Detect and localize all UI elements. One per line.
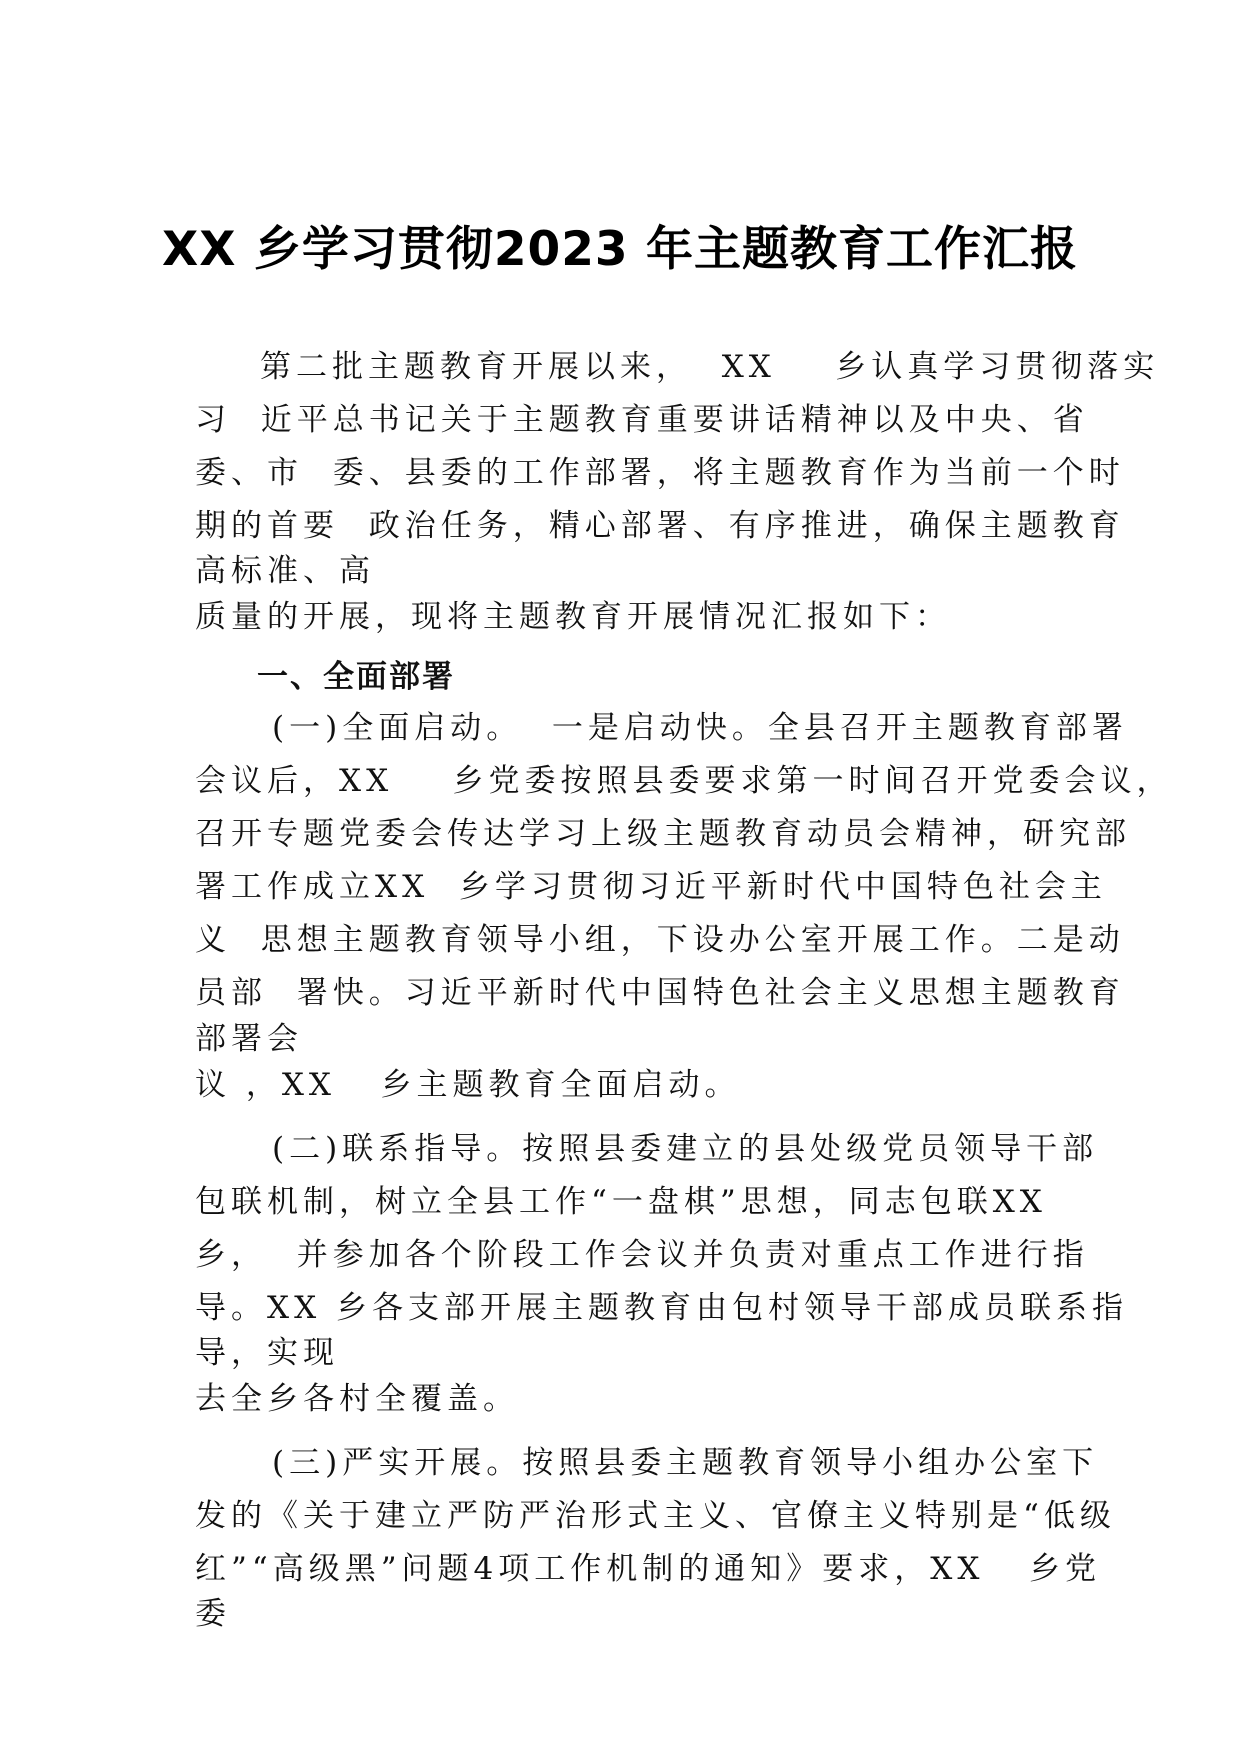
para2-line-2: 包联机制，树立全县工作“一盘棋”思想，同志包联XX (195, 1184, 1047, 1220)
section-heading-1: 一、全面部署 (257, 659, 455, 695)
para3-line-4: 委 (195, 1596, 231, 1632)
para2-line-6: 去全乡各村全覆盖。 (195, 1381, 519, 1417)
intro-line-5: 高标准、高 (195, 553, 375, 589)
para1-line-8: 议 ，XX 乡主题教育全面启动。 (195, 1067, 741, 1103)
intro-line-4: 期的首要 政治任务，精心部署、有序推进，确保主题教育 (195, 508, 1125, 544)
para2-line-5: 导，实现 (195, 1335, 339, 1371)
para3-line-3: 红”“高级黑”问题4项工作机制的通知》要求，XX 乡党 (195, 1551, 1101, 1587)
para2-line-1: (二)联系指导。按照县委建立的县处级党员领导干部 (272, 1131, 1099, 1167)
intro-line-1: 第二批主题教育开展以来， XX 乡认真学习贯彻落实 (260, 349, 1160, 385)
para1-line-5: 义 思想主题教育领导小组，下设办公室开展工作。二是动 (195, 922, 1125, 958)
para2-line-3: 乡， 并参加各个阶段工作会议并负责对重点工作进行指 (195, 1237, 1089, 1273)
intro-line-6: 质量的开展，现将主题教育开展情况汇报如下： (195, 599, 951, 635)
document-title: XX 乡学习贯彻2023 年主题教育工作汇报 (161, 222, 1078, 277)
para1-line-7: 部署会 (195, 1021, 303, 1057)
para1-line-4: 署工作成立XX 乡学习贯彻习近平新时代中国特色社会主 (195, 869, 1107, 905)
intro-line-3: 委、市 委、县委的工作部署，将主题教育作为当前一个时 (195, 455, 1125, 491)
para1-line-6: 员部 署快。习近平新时代中国特色社会主义思想主题教育 (195, 975, 1125, 1011)
para2-line-4: 导。XX 乡各支部开展主题教育由包村领导干部成员联系指 (195, 1290, 1128, 1326)
para3-line-1: (三)严实开展。按照县委主题教育领导小组办公室下 (272, 1445, 1099, 1481)
para1-line-3: 召开专题党委会传达学习上级主题教育动员会精神，研究部 (195, 816, 1131, 852)
intro-line-2: 习 近平总书记关于主题教育重要讲话精神以及中央、省 (195, 402, 1089, 438)
para1-line-2: 会议后，XX 乡党委按照县委要求第一时间召开党委会议， (195, 763, 1173, 799)
para1-line-1: (一)全面启动。 一是启动快。全县召开主题教育部署 (272, 710, 1128, 746)
para3-line-2: 发的《关于建立严防严治形式主义、官僚主义特别是“低级 (195, 1498, 1116, 1534)
